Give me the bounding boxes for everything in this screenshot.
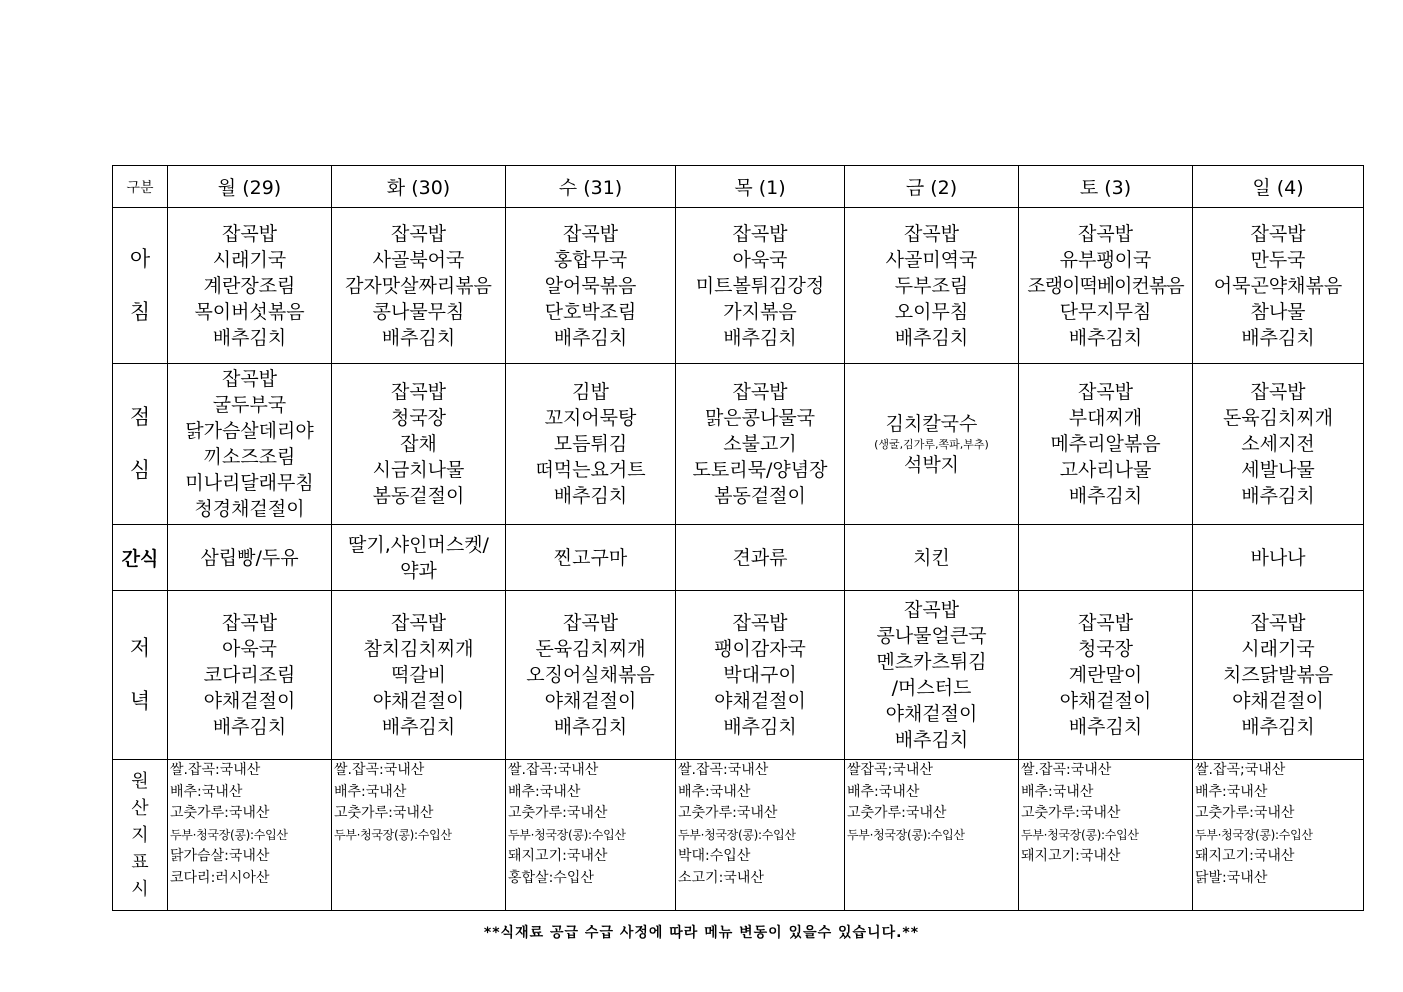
menu-item: 알어묵볶음	[544, 274, 637, 297]
origin-item: 두부·청국장(콩):수입산	[508, 827, 626, 842]
menu-item: 어묵곤약채볶음	[1213, 274, 1343, 297]
menu-item: 조랭이떡베이컨볶음	[1027, 274, 1184, 297]
origin-item: 두부·청국장(콩):수입산	[847, 827, 965, 842]
menu-item: 오징어실채볶음	[526, 664, 655, 686]
origin-label-char: 지	[131, 824, 149, 846]
menu-item: 유부팽이국	[1059, 248, 1152, 271]
menu-item: 잡곡밥	[1077, 612, 1134, 634]
snack-cell-sun	[1193, 525, 1364, 591]
menu-item: 단호박조림	[544, 300, 637, 323]
breakfast-label-char: 아	[129, 246, 151, 271]
breakfast-row	[113, 208, 1364, 364]
breakfast-label	[113, 208, 168, 364]
menu-item: 코다리조림	[203, 664, 296, 686]
snack-cell-mon	[168, 525, 332, 591]
menu-item: 계란말이	[1068, 664, 1143, 686]
menu-item: 미나리달래무침	[185, 472, 314, 494]
menu-item: 배추김치	[381, 326, 456, 349]
menu-item: 잡곡밥	[1250, 381, 1306, 403]
menu-item: 단무지무침	[1059, 300, 1152, 323]
dinner-label-char: 저	[129, 636, 151, 660]
header-row	[113, 166, 1364, 208]
dinner-row	[113, 591, 1364, 760]
menu-item: 소세지전	[1241, 433, 1315, 455]
dinner-cell-tue	[332, 591, 506, 760]
menu-item: 잡곡밥	[562, 612, 619, 634]
origin-item: 배추:국내산	[508, 783, 581, 800]
menu-item: 닭가슴살데리야	[185, 420, 314, 442]
day-header-wed: 수 (31)	[506, 166, 676, 208]
dinner-label	[113, 591, 168, 760]
menu-item: 봄동겉절이	[372, 485, 465, 507]
snack-cell-sat	[1019, 525, 1193, 591]
menu-item: 배추김치	[1068, 326, 1143, 349]
lunch-row	[113, 364, 1364, 525]
breakfast-cell-thu	[676, 208, 845, 364]
dinner-cell-wed	[506, 591, 676, 760]
origin-item: 쌀.잡곡:국내산	[678, 762, 769, 778]
snack-label: 간식	[113, 525, 168, 591]
menu-item: 아욱국	[732, 248, 788, 271]
snack-cell-tue	[332, 525, 506, 591]
menu-item: 배추김치	[1241, 485, 1315, 507]
origin-row	[113, 760, 1364, 911]
menu-item: 세발나물	[1241, 459, 1315, 481]
menu-item: 야채겉절이	[544, 690, 637, 712]
menu-item: 목이버섯볶음	[194, 300, 305, 323]
menu-item: 야채겉절이	[372, 690, 465, 712]
origin-cell-thu	[676, 760, 845, 911]
menu-item: 잡곡밥	[221, 222, 278, 245]
origin-cell-sat	[1019, 760, 1193, 911]
origin-item: 두부·청국장(콩):수입산	[170, 827, 288, 842]
menu-item: 미트볼튀김강정	[695, 274, 825, 297]
origin-label-char: 시	[131, 878, 149, 900]
weekly-menu-table	[112, 165, 1364, 911]
menu-item: 모듬튀김	[553, 433, 628, 455]
menu-item: 배추김치	[1241, 716, 1315, 738]
menu-item: 잡곡밥	[1250, 222, 1306, 245]
origin-item: 닭발:국내산	[1195, 869, 1268, 886]
menu-item: 바나나	[1250, 546, 1306, 569]
menu-item: 두부조림	[894, 274, 969, 297]
menu-item: 배추김치	[553, 716, 628, 738]
menu-item: 돈육김치찌개	[535, 638, 646, 660]
menu-item: 잡곡밥	[390, 381, 447, 403]
menu-item: 야채겉절이	[1059, 690, 1152, 712]
menu-item: 청경채겉절이	[194, 498, 305, 520]
lunch-label-char: 심	[129, 458, 151, 482]
dinner-cell-sat	[1019, 591, 1193, 760]
menu-item: 배추김치	[723, 326, 797, 349]
origin-item: 배추:국내산	[678, 783, 751, 800]
menu-item: 청국장	[1077, 638, 1134, 660]
origin-item: 고춧가루:국내산	[1021, 805, 1121, 821]
day-header-sat: 토 (3)	[1019, 166, 1193, 208]
menu-item: 잡곡밥	[732, 612, 788, 634]
origin-item: 고춧가루:국내산	[1195, 805, 1295, 821]
menu-item: 배추김치	[553, 485, 628, 507]
breakfast-cell-tue	[332, 208, 506, 364]
menu-item: 참치김치찌개	[363, 638, 474, 660]
breakfast-cell-sun	[1193, 208, 1364, 364]
menu-item: 참나물	[1250, 300, 1306, 323]
dinner-cell-mon	[168, 591, 332, 760]
menu-item: 돈육김치찌개	[1222, 407, 1334, 429]
day-header-fri: 금 (2)	[845, 166, 1019, 208]
menu-item: 시래기국	[212, 248, 287, 271]
origin-item: 고춧가루:국내산	[170, 805, 270, 821]
menu-item: 잡곡밥	[903, 599, 960, 621]
menu-item: 견과류	[732, 546, 788, 569]
menu-item: 배추김치	[894, 326, 969, 349]
menu-item: 만두국	[1250, 248, 1306, 271]
menu-item: 고사리나물	[1059, 459, 1152, 481]
origin-cell-mon	[168, 760, 332, 911]
menu-item: 꼬지어묵탕	[544, 407, 637, 429]
origin-label-char: 산	[131, 797, 149, 819]
menu-item: 딸기,샤인머스켓/	[348, 533, 489, 556]
menu-item: 치즈닭발볶음	[1222, 664, 1334, 686]
menu-item: 콩나물얼큰국	[876, 625, 987, 647]
menu-item: 배추김치	[894, 729, 969, 751]
origin-item: 쌀.잡곡:국내산	[1021, 762, 1112, 778]
dinner-cell-sun	[1193, 591, 1364, 760]
menu-item: 배추김치	[212, 716, 287, 738]
origin-item: 배추:국내산	[334, 783, 407, 800]
day-header-tue: 화 (30)	[332, 166, 506, 208]
menu-item: 김치칼국수	[885, 412, 978, 435]
lunch-cell-wed	[506, 364, 676, 525]
origin-item: 배추:국내산	[170, 783, 243, 800]
menu-item: 야채겉절이	[1232, 690, 1324, 712]
dinner-cell-fri	[845, 591, 1019, 760]
menu-item: 가지볶음	[723, 300, 797, 323]
origin-cell-fri	[845, 760, 1019, 911]
menu-item: 잡곡밥	[390, 612, 447, 634]
origin-item: 고춧가루:국내산	[678, 805, 778, 821]
menu-item: 잡곡밥	[390, 222, 447, 245]
menu-item: 소불고기	[723, 433, 797, 455]
menu-item: /머스터드	[891, 677, 972, 699]
menu-item: 야채겉절이	[714, 690, 806, 712]
snack-row	[113, 525, 1364, 591]
origin-item: 돼지고기:국내산	[508, 848, 608, 864]
menu-item: 부대찌개	[1068, 407, 1143, 429]
breakfast-cell-fri	[845, 208, 1019, 364]
origin-item: 두부·청국장(콩):수입산	[678, 827, 796, 842]
menu-item: 잡곡밥	[221, 612, 278, 634]
origin-label-char: 원	[131, 770, 149, 792]
category-header: 구분	[113, 166, 168, 208]
menu-item: 오이무침	[894, 300, 969, 323]
menu-item: 배추김치	[212, 326, 287, 349]
origin-item: 고춧가루:국내산	[847, 805, 947, 821]
menu-item: 사골북어국	[372, 248, 465, 271]
origin-cell-wed	[506, 760, 676, 911]
menu-item: 배추김치	[553, 326, 628, 349]
lunch-cell-sat	[1019, 364, 1193, 525]
menu-item: 시래기국	[1241, 638, 1315, 660]
origin-item: 박대:수입산	[678, 848, 751, 864]
menu-item: 굴두부국	[212, 394, 287, 416]
menu-item: 봄동겉절이	[714, 485, 806, 507]
origin-cell-sun	[1193, 760, 1364, 911]
origin-item: 고춧가루:국내산	[508, 805, 608, 821]
menu-item: 맑은콩나물국	[704, 407, 816, 429]
day-header-thu: 목 (1)	[676, 166, 845, 208]
menu-item: 떡갈비	[390, 664, 447, 686]
origin-item: 배추:국내산	[1021, 783, 1094, 800]
menu-item: 잡곡밥	[1077, 381, 1134, 403]
origin-item: 쌀.잡곡;국내산	[1195, 762, 1286, 778]
menu-item: 도토리묵/양념장	[692, 459, 828, 481]
origin-item: 코다리:러시아산	[170, 869, 270, 886]
menu-item: 배추김치	[1068, 716, 1143, 738]
breakfast-cell-mon	[168, 208, 332, 364]
menu-item: 잡곡밥	[732, 381, 788, 403]
menu-item: 아욱국	[221, 638, 278, 660]
menu-item: 배추김치	[381, 716, 456, 738]
menu-item: 약과	[400, 559, 437, 582]
menu-item: 배추김치	[1241, 326, 1315, 349]
lunch-cell-sun	[1193, 364, 1364, 525]
dinner-cell-thu	[676, 591, 845, 760]
lunch-cell-thu	[676, 364, 845, 525]
menu-item: 배추김치	[1068, 485, 1143, 507]
menu-change-notice: **식재료 공급 수급 사정에 따라 메뉴 변동이 있을수 있습니다.**	[483, 925, 920, 941]
menu-item: 잡채	[400, 433, 437, 455]
origin-item: 돼지고기:국내산	[1195, 848, 1295, 864]
origin-item: 배추:국내산	[1195, 783, 1268, 800]
menu-item: 박대구이	[723, 664, 797, 686]
menu-item: 치킨	[913, 546, 950, 569]
day-header-mon: 월 (29)	[168, 166, 332, 208]
snack-cell-thu	[676, 525, 845, 591]
breakfast-cell-sat	[1019, 208, 1193, 364]
menu-item: 감자맛살짜리볶음	[345, 274, 492, 297]
menu-item: 잡곡밥	[1077, 222, 1134, 245]
menu-item: 김밥	[572, 381, 609, 403]
menu-item: 잡곡밥	[1250, 612, 1306, 634]
origin-item: 고춧가루:국내산	[334, 805, 434, 821]
origin-item: 돼지고기:국내산	[1021, 848, 1121, 864]
lunch-label	[113, 364, 168, 525]
day-header-sun: 일 (4)	[1193, 166, 1364, 208]
origin-item: 배추:국내산	[847, 783, 920, 800]
origin-item: 소고기:국내산	[678, 869, 764, 886]
breakfast-label-char: 침	[129, 299, 151, 324]
menu-item: 배추김치	[723, 716, 797, 738]
menu-item: 사골미역국	[885, 248, 978, 271]
menu-item: 멘츠카츠튀김	[876, 651, 987, 673]
menu-item: 잡곡밥	[221, 368, 278, 390]
origin-item: 닭가슴살:국내산	[170, 848, 270, 864]
breakfast-cell-wed	[506, 208, 676, 364]
origin-item: 쌀.잡곡:국내산	[170, 762, 261, 778]
origin-label-char: 표	[131, 851, 149, 873]
menu-item: 잡곡밥	[903, 222, 960, 245]
menu-item: 찐고구마	[553, 546, 628, 569]
menu-item: 잡곡밥	[562, 222, 619, 245]
menu-item: 계란장조림	[203, 274, 296, 297]
menu-item: 야채겉절이	[203, 690, 296, 712]
origin-item: 홍합살:수입산	[508, 869, 594, 886]
origin-item: 쌀.잡곡:국내산	[508, 762, 599, 778]
origin-item: 쌀.잡곡:국내산	[334, 762, 425, 778]
origin-item: 두부·청국장(콩):수입산	[1195, 827, 1313, 842]
menu-item: 홍합무국	[553, 248, 628, 271]
origin-item: 두부·청국장(콩):수입산	[1021, 827, 1139, 842]
menu-item: 팽이감자국	[714, 638, 806, 660]
menu-item: 삼립빵/두유	[200, 546, 299, 569]
menu-item: (생굴,김가루,쪽파,부추)	[874, 437, 989, 451]
origin-item: 쌀잡곡;국내산	[847, 762, 933, 778]
menu-item: 야채겉절이	[885, 703, 978, 725]
origin-item: 두부·청국장(콩):수입산	[334, 827, 452, 842]
snack-cell-fri	[845, 525, 1019, 591]
menu-item: 잡곡밥	[732, 222, 788, 245]
menu-item: 끼소즈조림	[203, 446, 296, 468]
menu-item: 떠먹는요거트	[535, 459, 646, 481]
origin-cell-tue	[332, 760, 506, 911]
menu-item: 석박지	[903, 453, 960, 476]
menu-item: 메추리알볶음	[1050, 433, 1161, 455]
menu-item: 시금치나물	[372, 459, 465, 481]
lunch-cell-fri	[845, 364, 1019, 525]
dinner-label-char: 녁	[129, 689, 151, 713]
snack-cell-wed	[506, 525, 676, 591]
origin-label	[113, 760, 168, 911]
menu-item: 청국장	[390, 407, 447, 429]
lunch-label-char: 점	[129, 405, 151, 429]
lunch-cell-mon	[168, 364, 332, 525]
lunch-cell-tue	[332, 364, 506, 525]
menu-item: 콩나물무침	[372, 300, 465, 323]
